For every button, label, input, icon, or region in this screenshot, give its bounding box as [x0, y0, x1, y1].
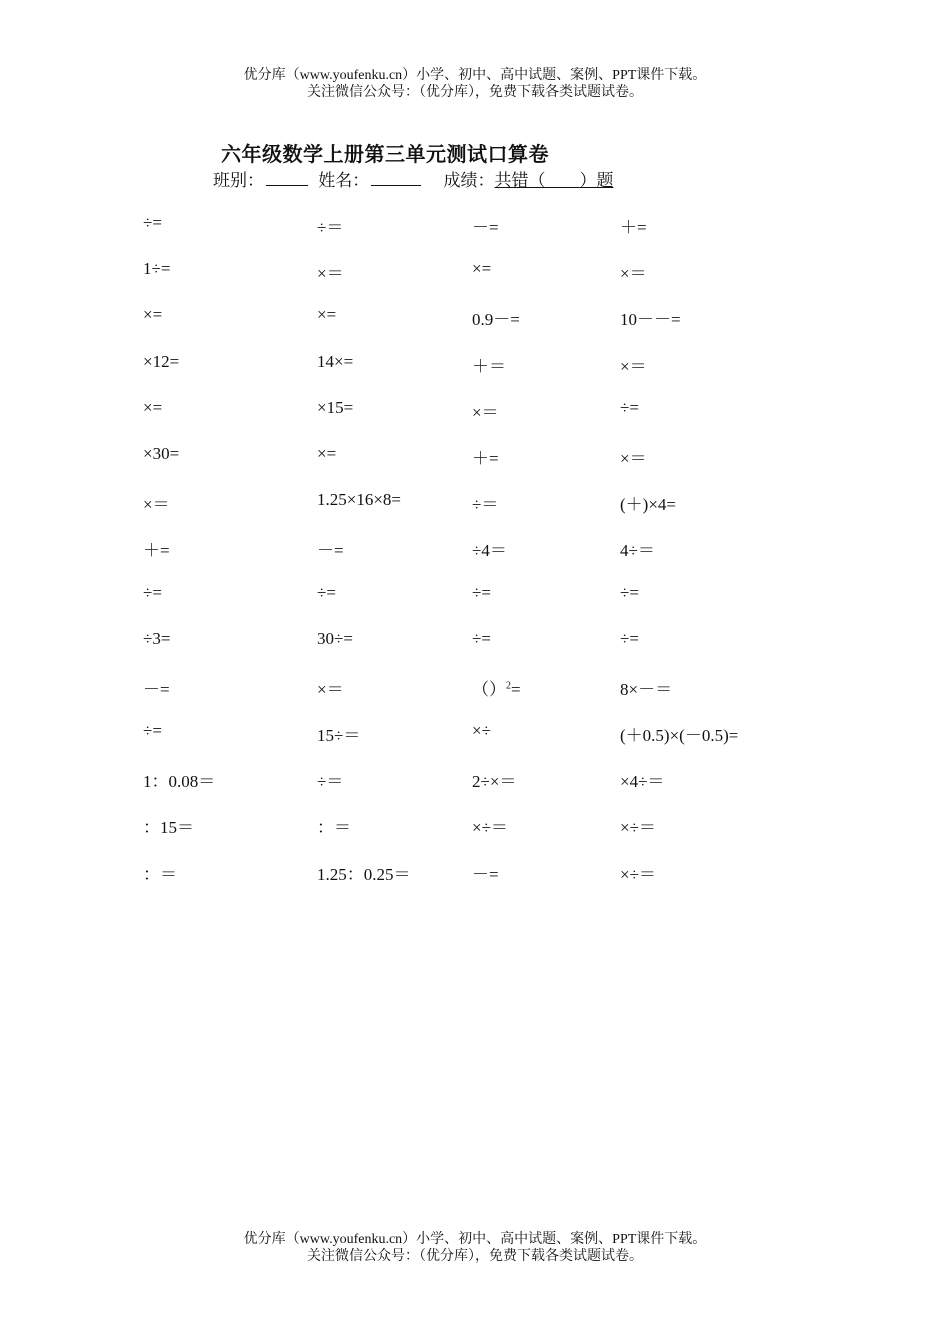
- problem-cell: 10－－=: [620, 310, 681, 330]
- problem-cell: ×＝: [317, 679, 344, 699]
- problem-cell: ×＝: [472, 402, 499, 422]
- problem-cell: ：＝: [317, 818, 351, 838]
- problem-cell: －=: [143, 679, 170, 699]
- problem-cell: 1÷=: [143, 259, 171, 279]
- score-value: 共错（ ）题: [494, 171, 614, 190]
- header-line-2: 关注微信公众号：（优分库），免费下载各类试题试卷。: [307, 85, 643, 100]
- problem-cell: ×＝: [620, 264, 647, 284]
- problem-cell: 15÷＝: [317, 726, 361, 746]
- problem-cell: ÷＝: [317, 772, 344, 792]
- problem-cell: ×＝: [620, 448, 647, 468]
- problem-cell: ÷=: [143, 582, 162, 602]
- problem-cell: ×=: [317, 305, 337, 325]
- problem-cell: ÷＝: [472, 495, 499, 515]
- name-blank: [371, 171, 421, 186]
- problem-cell: ＋=: [143, 541, 170, 561]
- problem-cell: －=: [472, 218, 499, 237]
- problem-cell: ＋=: [620, 218, 647, 237]
- problem-cell: ×÷＝: [620, 864, 656, 884]
- problem-cell: ÷=: [472, 628, 491, 648]
- problem-cell: ×÷＝: [472, 818, 508, 838]
- problem-cell: ×=: [143, 305, 163, 325]
- problem-cell: ×＝: [620, 356, 647, 376]
- squared-base: （）: [472, 679, 506, 699]
- page-title: 六年级数学上册第三单元测试口算卷: [221, 144, 549, 166]
- problem-cell: ×＝: [317, 264, 344, 284]
- class-blank: [266, 171, 308, 186]
- problem-cell: 0.9－=: [472, 310, 520, 330]
- problem-cell: 1：0.08＝: [143, 772, 216, 792]
- score-label: 成绩：: [443, 171, 495, 190]
- problem-cell: ×÷＝: [620, 818, 656, 838]
- name-label: 姓名：: [318, 171, 370, 190]
- problem-cell: ÷3=: [143, 628, 171, 648]
- problem-cell: －=: [317, 541, 344, 561]
- problem-cell: [472, 675, 521, 700]
- problem-cell: ×÷: [472, 721, 491, 741]
- problem-cell: ×30=: [143, 443, 180, 463]
- problem-cell: 30÷=: [317, 628, 353, 648]
- problem-cell: 8×－＝: [620, 679, 673, 699]
- problem-cell: 2÷×＝: [472, 772, 517, 792]
- problem-cell: ×15=: [317, 397, 354, 417]
- problem-cell: ×＝: [143, 495, 170, 515]
- problem-cell: ÷=: [143, 721, 162, 741]
- footer-line-1: 优分库（www.youfenku.cn）小学、初中、高中试题、案例、PPT课件下载。: [243, 1232, 707, 1247]
- problem-cell: 4÷＝: [620, 541, 655, 561]
- problem-cell: ÷=: [143, 213, 162, 232]
- header-line-1: 优分库（www.youfenku.cn）小学、初中、高中试题、案例、PPT课件下载。: [243, 68, 707, 83]
- problem-cell: 1.25：0.25＝: [317, 864, 411, 884]
- squared-equals: =: [511, 679, 521, 699]
- squared-exponent: 2: [506, 680, 511, 692]
- page-header: [0, 67, 950, 101]
- problem-cell: ×=: [472, 259, 492, 279]
- problem-cell: ÷=: [317, 582, 336, 602]
- problem-cell: ÷＝: [317, 218, 344, 237]
- problem-cell: ＋=: [472, 448, 499, 468]
- problem-cell: ×=: [317, 443, 337, 463]
- problem-cell: ÷=: [620, 628, 639, 648]
- problem-cell: (＋)×4=: [620, 495, 676, 515]
- footer-line-2: 关注微信公众号：（优分库），免费下载各类试题试卷。: [307, 1249, 643, 1264]
- problem-cell: ＋＝: [472, 356, 506, 376]
- problem-cell: ×=: [143, 397, 163, 417]
- problem-cell: ×4÷＝: [620, 772, 665, 792]
- problem-cell: ：15＝: [143, 818, 194, 838]
- problem-cell: 14×=: [317, 351, 354, 371]
- problem-cell: ÷4＝: [472, 541, 507, 561]
- problem-cell: －=: [472, 864, 499, 884]
- problem-cell: (＋0.5)×(－0.5)=: [620, 726, 739, 746]
- class-label: 班别：: [213, 171, 264, 190]
- problem-cell: ：＝: [143, 864, 177, 884]
- problem-cell: ÷=: [472, 582, 491, 602]
- problem-cell: ÷=: [620, 397, 639, 417]
- problem-cell: ÷=: [620, 582, 639, 602]
- problem-cell: ×12=: [143, 351, 180, 371]
- problem-cell: 1.25×16×8=: [317, 490, 402, 510]
- page-footer: [0, 1231, 950, 1265]
- student-info-line: [213, 166, 614, 191]
